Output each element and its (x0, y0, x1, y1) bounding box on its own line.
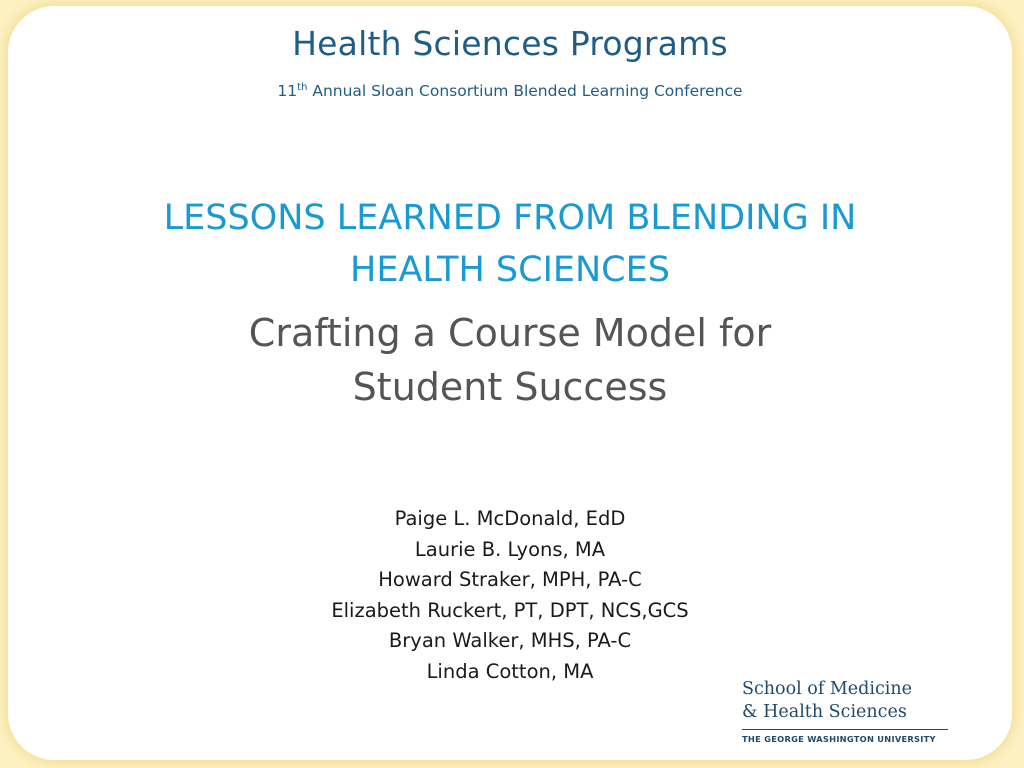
logo-university: THE GEORGE WASHINGTON UNIVERSITY (742, 734, 936, 744)
subtitle-ordinal-suffix: th (297, 82, 308, 93)
presentation-subtitle (8, 306, 1012, 414)
header-title: Health Sciences Programs (292, 24, 728, 63)
author-list (8, 504, 1012, 687)
header-subtitle (8, 82, 1012, 100)
author-item: Linda Cotton, MA (426, 659, 594, 683)
author-item: Bryan Walker, MHS, PA-C (388, 629, 632, 652)
subtitle-line-1: Crafting a Course Model for (248, 311, 772, 355)
slide (8, 6, 1012, 760)
subtitle-line-2: Student Success (352, 365, 668, 409)
author-item: Howard Straker, MPH, PA-C (378, 568, 642, 591)
title-line-2: HEALTH SCIENCES (350, 250, 670, 290)
logo-line-1: School of Medicine (742, 679, 912, 699)
author-item: Laurie B. Lyons, MA (414, 537, 606, 561)
presentation-title (48, 192, 972, 296)
logo-divider (742, 729, 948, 730)
subtitle-ordinal: 11 (277, 82, 298, 100)
author-item: Elizabeth Ruckert, PT, DPT, NCS,GCS (331, 598, 689, 622)
author-item: Paige L. McDonald, EdD (394, 507, 626, 530)
title-line-1: LESSONS LEARNED FROM BLENDING IN (163, 198, 857, 238)
subtitle-conference: Annual Sloan Consortium Blended Learning Conference (307, 82, 743, 100)
logo-line-2: & Health Sciences (742, 702, 907, 722)
school-logo (742, 678, 948, 744)
